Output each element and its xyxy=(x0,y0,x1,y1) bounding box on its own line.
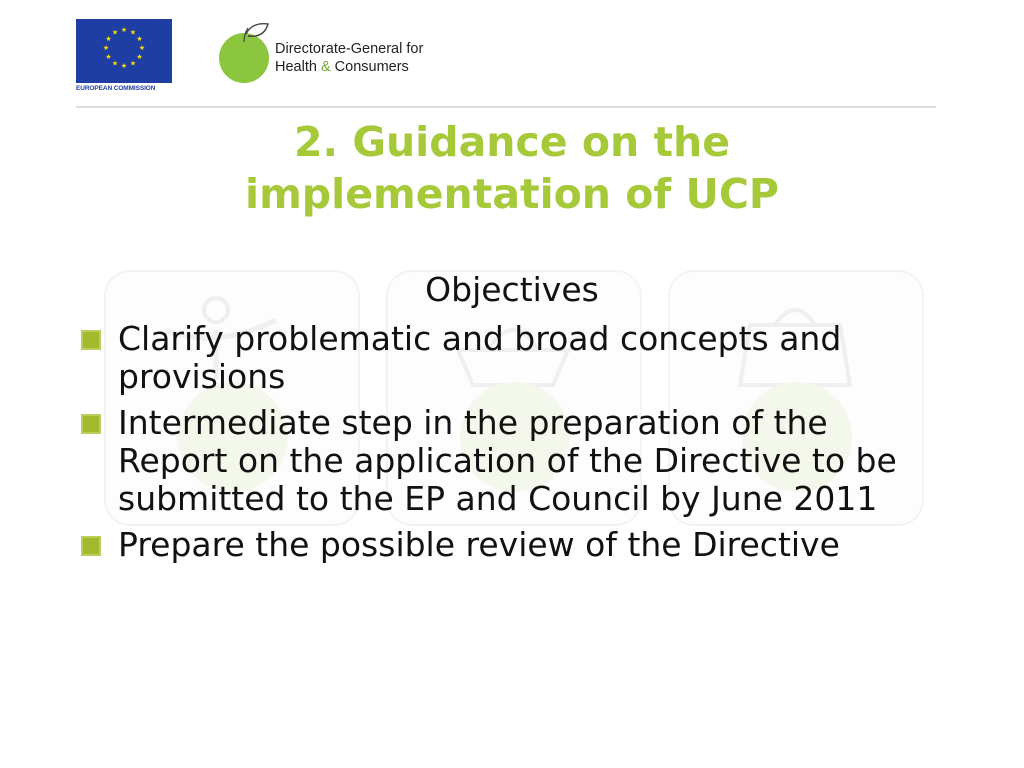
svg-text:★: ★ xyxy=(120,26,128,34)
svg-text:★: ★ xyxy=(111,28,119,37)
dg-logo-text xyxy=(275,40,423,76)
eu-stars-icon xyxy=(76,19,172,83)
svg-text:★: ★ xyxy=(136,53,143,61)
svg-text:★: ★ xyxy=(111,59,119,68)
dg-logo-line1: Directorate-General for xyxy=(275,41,424,57)
svg-text:★: ★ xyxy=(105,53,112,61)
svg-text:★: ★ xyxy=(105,35,112,43)
slide-title-line2: implementation of UCP xyxy=(245,170,779,218)
bullet-square-icon xyxy=(81,330,101,350)
slide-title xyxy=(0,116,1024,220)
bullet-text: Clarify problematic and broad concepts and provisions xyxy=(118,319,842,396)
bullet-square-icon xyxy=(81,536,101,556)
slide-title-line1: 2. Guidance on the xyxy=(293,118,731,166)
objectives-heading: Objectives xyxy=(425,270,599,309)
dg-leaf-circle-icon xyxy=(218,20,278,86)
bullet-text: Prepare the possible review of the Directive xyxy=(118,525,840,564)
bullet-text: Intermediate step in the preparation of the Report on the application of the Directive to be submitted to the EP and Council by June 2011 xyxy=(118,403,897,518)
european-commission-logo xyxy=(76,19,172,95)
header-divider xyxy=(76,106,936,108)
svg-text:★: ★ xyxy=(120,62,128,70)
dg-logo-health: Health xyxy=(275,59,317,75)
dg-logo-consumers: Consumers xyxy=(334,59,409,75)
svg-text:★: ★ xyxy=(138,44,146,52)
list-item xyxy=(78,320,938,396)
eu-logo-caption: EUROPEAN COMMISSION xyxy=(76,85,156,92)
dg-logo-line2 xyxy=(275,58,423,76)
objectives-list xyxy=(78,320,938,572)
svg-text:★: ★ xyxy=(129,28,137,37)
svg-text:★: ★ xyxy=(129,59,137,68)
dg-health-consumers-logo xyxy=(218,20,478,86)
svg-text:★: ★ xyxy=(136,35,143,43)
eu-flag-icon xyxy=(76,19,172,83)
svg-text:★: ★ xyxy=(102,44,110,52)
dg-logo-ampersand: & xyxy=(320,59,331,75)
bullet-square-icon xyxy=(81,414,101,434)
list-item xyxy=(78,404,938,518)
list-item xyxy=(78,526,938,564)
